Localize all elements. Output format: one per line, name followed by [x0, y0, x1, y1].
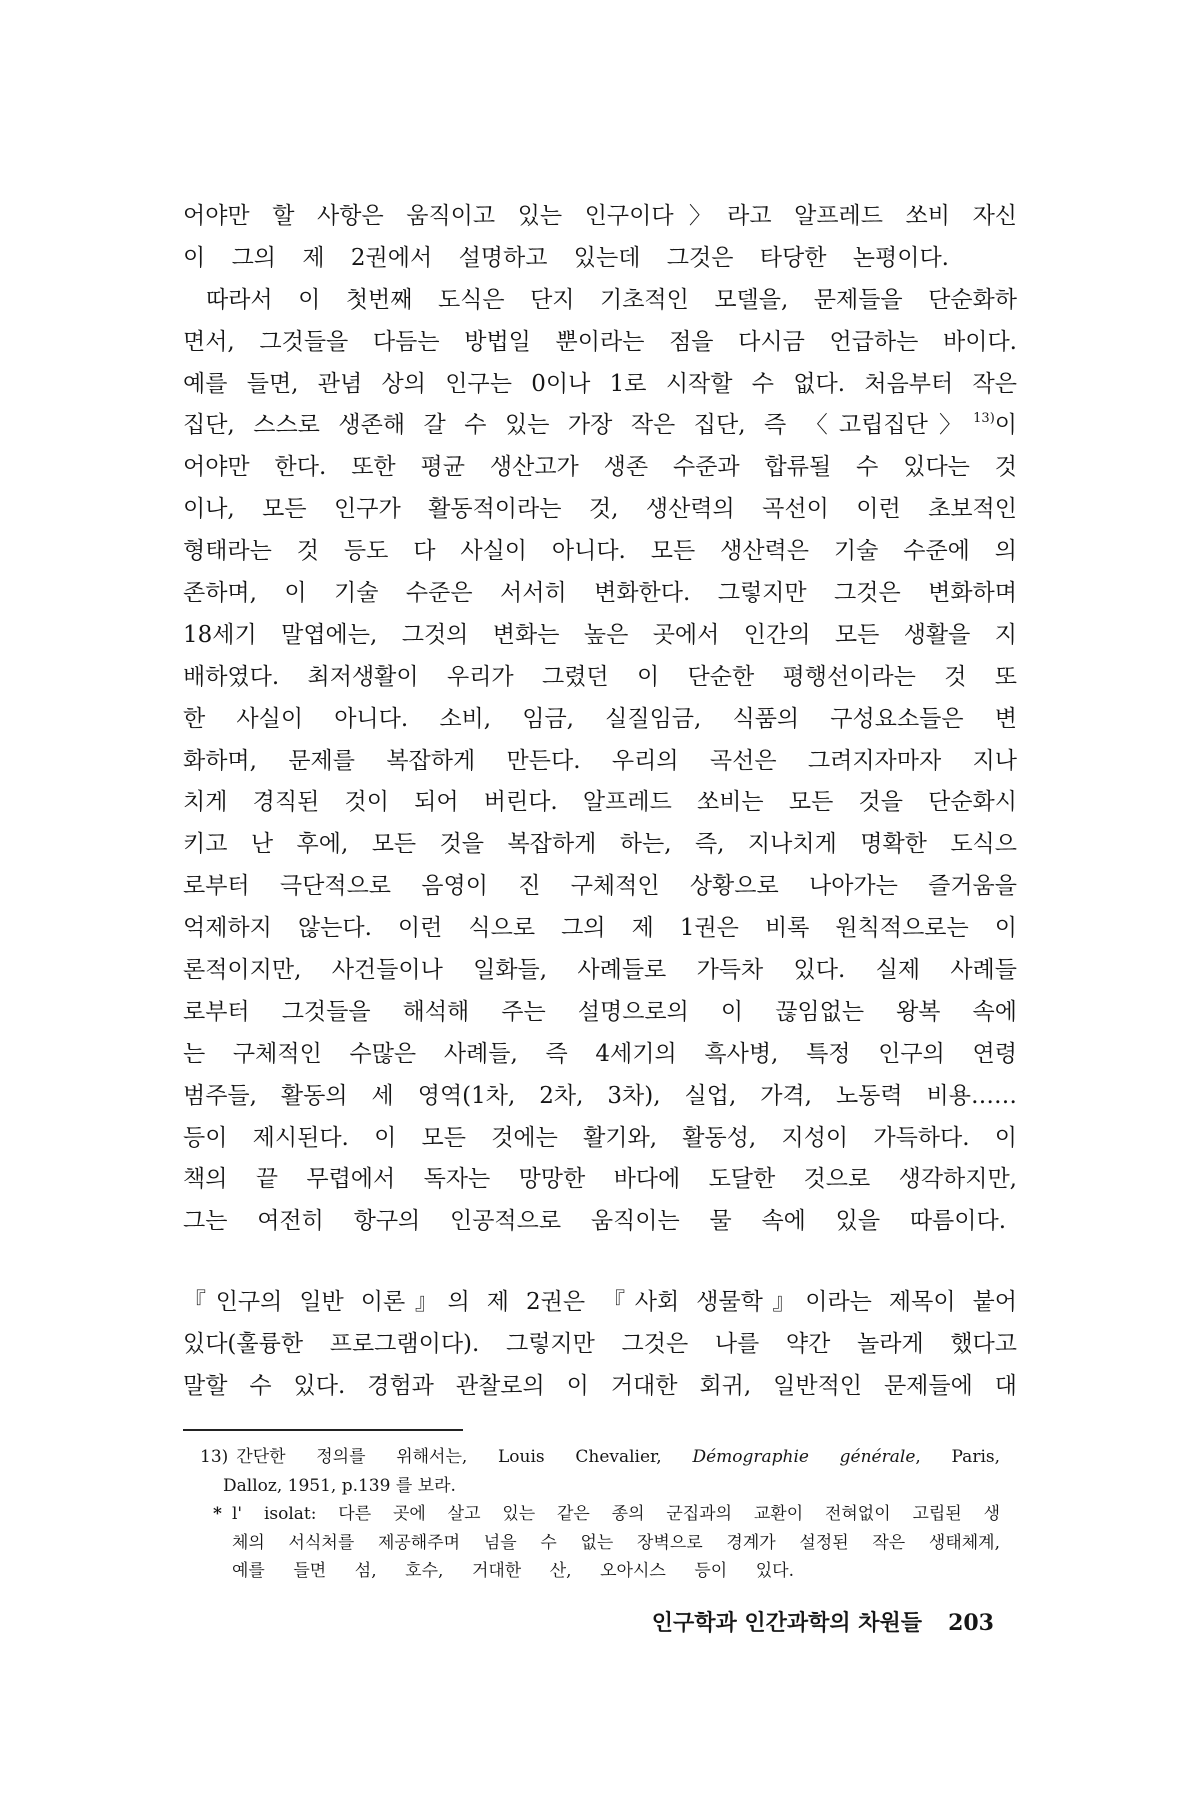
text-line: 존하며, 이 기술 수준은 서서히 변화한다. 그렇지만 그것은 변화하며 — [183, 580, 1017, 607]
text-line: 억제하지 않는다. 이런 식으로 그의 제 1권은 비록 원칙적으로는 이 — [183, 915, 1017, 942]
footnote-line: Dalloz, 1951, p.139 를 보라. — [223, 1475, 456, 1496]
text-line: 키고 난 후에, 모든 것을 복잡하게 하는, 즉, 지나치게 명확한 도식으 — [183, 831, 1017, 858]
text-line: 화하며, 문제를 복잡하게 만든다. 우리의 곡선은 그려지자마자 지나 — [183, 747, 1017, 774]
text-line: 면서, 그것들을 다듬는 방법일 뿐이라는 점을 다시금 언급하는 바이다. — [183, 328, 1017, 355]
text-line: 18세기 말엽에는, 그것의 변화는 높은 곳에서 인간의 모든 생활을 지 — [183, 621, 1017, 648]
page-number: 203 — [948, 1610, 994, 1636]
text-line: 이나, 모든 인구가 활동적이라는 것, 생산력의 곡선이 이런 초보적인 — [183, 496, 1017, 523]
footnote-marker: * — [213, 1504, 222, 1525]
text-line: 책의 끝 무렵에서 독자는 망망한 바다에 도달한 것으로 생각하지만, — [183, 1166, 1017, 1193]
text-line: 한 사실이 아니다. 소비, 임금, 실질임금, 식품의 구성요소들은 변 — [183, 705, 1017, 732]
text-line: 는 구체적인 수많은 사례들, 즉 4세기의 흑사병, 특정 인구의 연령 — [183, 1040, 1017, 1067]
text-line: 있다(훌륭한 프로그램이다). 그렇지만 그것은 나를 약간 놀라게 했다고 — [183, 1330, 1017, 1357]
footnote-line: 예를 들면 섬, 호수, 거대한 산, 오아시스 등이 있다. — [232, 1561, 794, 1582]
paragraph — [183, 1282, 1017, 1408]
text-line: 론적이지만, 사건들이나 일화들, 사례들로 가득차 있다. 실제 사례들 — [183, 957, 1017, 984]
footnote-line: l' isolat: 다른 곳에 살고 있는 같은 종의 군집과의 교환이 전혀없이 고립된 생 — [232, 1504, 1000, 1525]
book-title-italic: Démographie générale — [692, 1447, 916, 1467]
text-line: 예를 들면, 관념 상의 인구는 0이나 1로 시작할 수 없다. 처음부터 작은 — [183, 370, 1017, 397]
text-line: 어야만 할 사항은 움직이고 있는 인구이다〉라고 알프레드 쏘비 자신 — [183, 203, 1017, 229]
text-line: 어야만 한다. 또한 평균 생산고가 생존 수준과 합류될 수 있다는 것 — [183, 454, 1017, 481]
text-line: 치게 경직된 것이 되어 버린다. 알프레드 쏘비는 모든 것을 단순화시 — [183, 789, 1017, 816]
text-line: 범주들, 활동의 세 영역(1차, 2차, 3차), 실업, 가격, 노동력 비용…… — [183, 1082, 1017, 1109]
text-segment: 간단한 정의를 위해서는, Louis Chevalier, — [236, 1447, 693, 1467]
text-segment: 이 — [994, 412, 1017, 439]
text-segment: 집단, 스스로 생존해 갈 수 있는 가장 작은 집단, 즉 〈고립집단〉 — [183, 412, 974, 439]
text-line: 따라서 이 첫번째 도식은 단지 기초적인 모델을, 문제들을 단순화하 — [206, 286, 1017, 313]
text-line: 『인구의 일반 이론』의 제 2권은 『사회 생물학』이라는 제목이 붙어 — [183, 1289, 1017, 1315]
footnote-marker: 13) — [200, 1447, 229, 1467]
paragraph — [183, 196, 1017, 1243]
text-line: 등이 제시된다. 이 모든 것에는 활기와, 활동성, 지성이 가득하다. 이 — [183, 1124, 1017, 1151]
footnote-divider — [183, 1429, 463, 1431]
text-line: 그는 여전히 항구의 인공적으로 움직이는 물 속에 있을 따름이다. — [183, 1208, 1006, 1235]
text-segment: , Paris, — [915, 1447, 1000, 1467]
text-line — [183, 405, 1017, 447]
text-line: 로부터 극단적으로 음영이 진 구체적인 상황으로 나아가는 즐거움을 — [183, 873, 1017, 900]
text-line: 이 그의 제 2권에서 설명하고 있는데 그것은 타당한 논평이다. — [183, 244, 949, 271]
running-footer-title: 인구학과 인간과학의 차원들 — [651, 1610, 923, 1636]
text-line: 형태라는 것 등도 다 사실이 아니다. 모든 생산력은 기술 수준에 의 — [183, 538, 1017, 565]
footnote-reference: 13) — [973, 411, 995, 427]
footnote-line: 체의 서식처를 제공해주며 넘을 수 없는 장벽으로 경계가 설정된 작은 생태체계, — [232, 1532, 1000, 1553]
text-line: 로부터 그것들을 해석해 주는 설명으로의 이 끊임없는 왕복 속에 — [183, 998, 1017, 1025]
footnote-line — [200, 1443, 1000, 1472]
text-line: 말할 수 있다. 경험과 관찰로의 이 거대한 회귀, 일반적인 문제들에 대 — [183, 1372, 1017, 1399]
text-line: 배하였다. 최저생활이 우리가 그렸던 이 단순한 평행선이라는 것 또 — [183, 663, 1017, 690]
footnotes — [0, 1443, 1200, 1586]
running-footer — [652, 1609, 994, 1637]
